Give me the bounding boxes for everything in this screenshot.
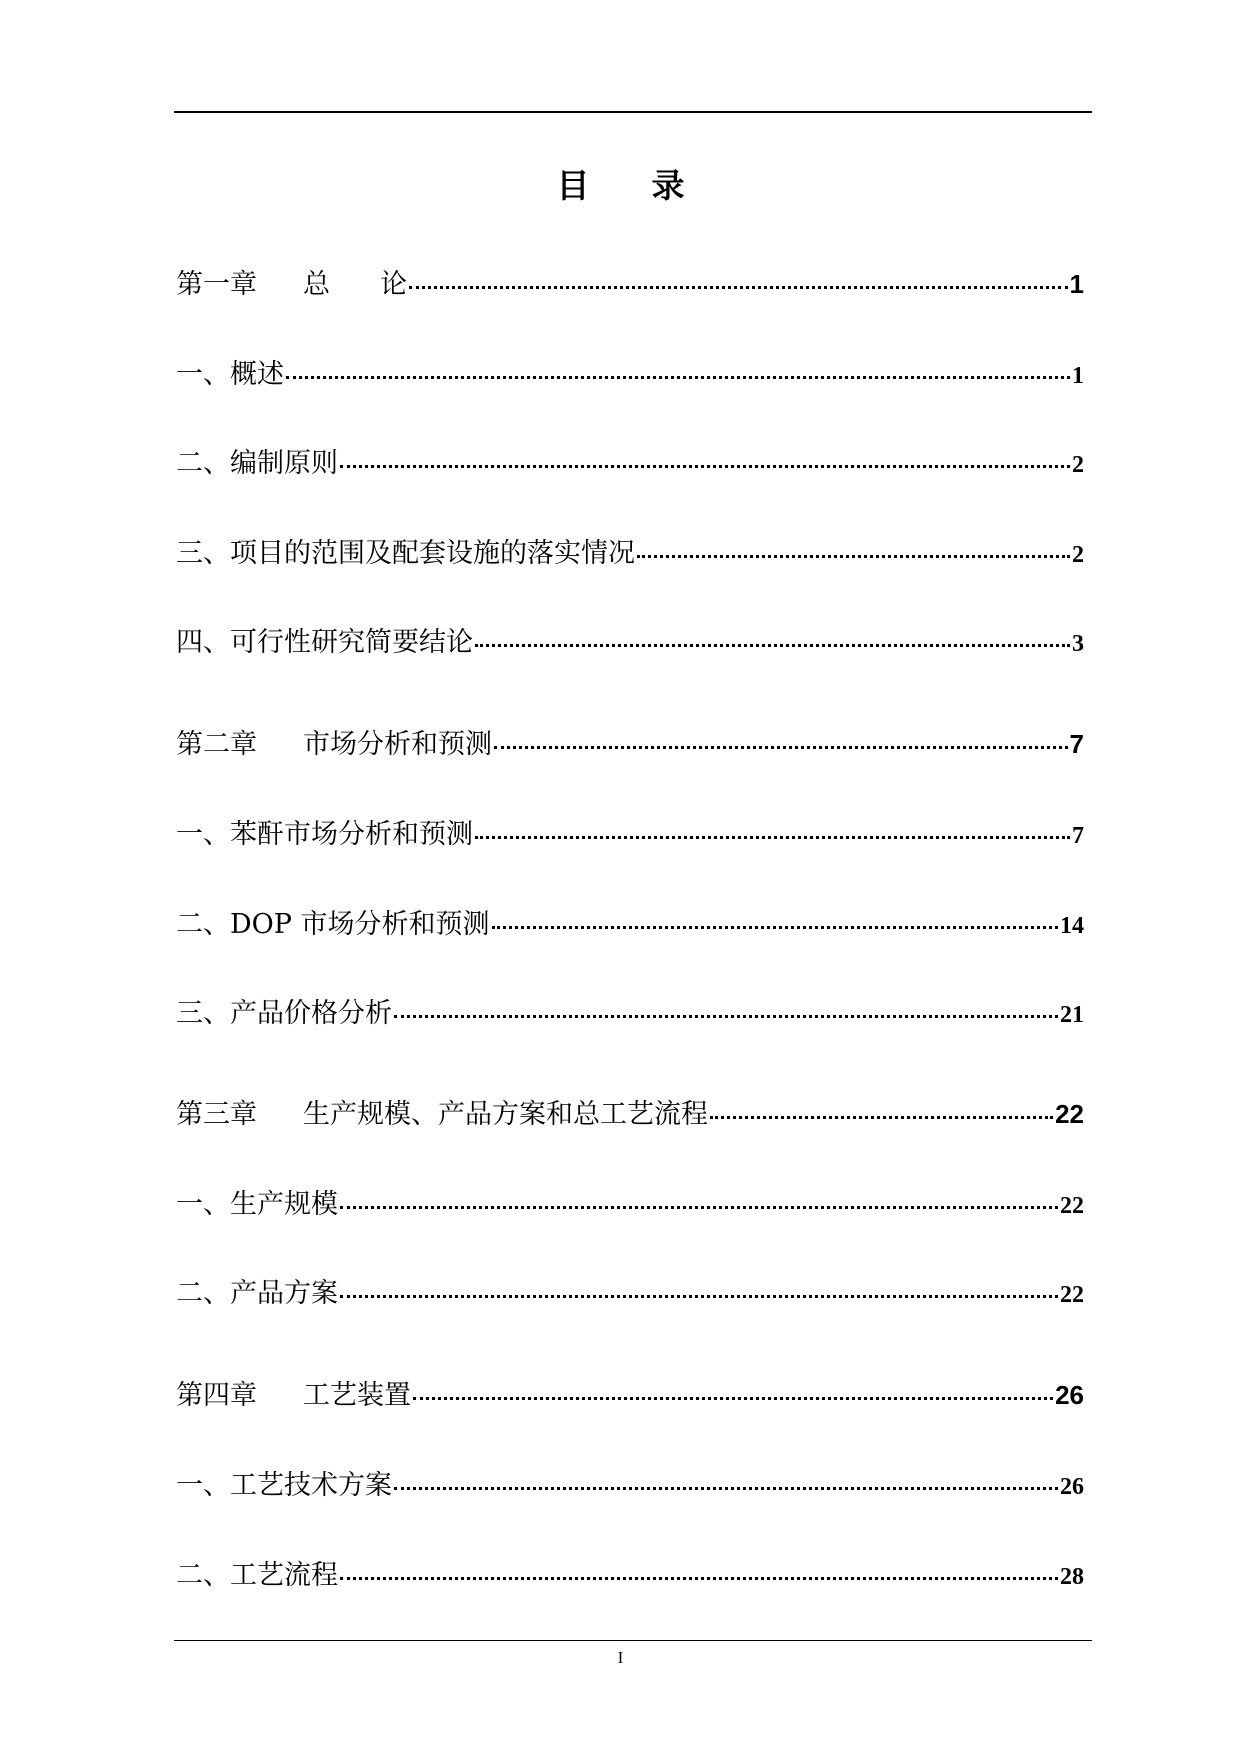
toc-page-number: 3 [1072,631,1084,657]
chapter-number: 第三章 [176,1099,257,1130]
toc-entry-chapter-4[interactable] [176,1373,1084,1412]
dot-leader [286,376,1070,379]
dot-leader [494,746,1068,749]
toc-entry-section[interactable] [176,441,1084,480]
footer-rule [174,1640,1092,1641]
dot-leader [394,1487,1058,1490]
toc-page-number: 1 [1072,363,1084,389]
toc-entry-label: 二、DOP 市场分析和预测 [176,909,490,940]
toc-page-number: 26 [1060,1474,1084,1500]
toc-entry-label: 一、工艺技术方案 [176,1470,392,1501]
toc-entry-label: 四、可行性研究简要结论 [176,627,473,658]
table-of-contents [176,0,1084,1600]
chapter-number: 第二章 [176,729,257,760]
toc-page-number: 7 [1072,823,1084,849]
toc-page-number: 22 [1060,1193,1084,1219]
toc-entry-label [176,1092,708,1131]
toc-page-number: 28 [1060,1564,1084,1590]
dot-leader [637,555,1070,558]
toc-entry-section[interactable] [176,902,1084,941]
toc-entry-chapter-2[interactable] [176,722,1084,761]
dot-leader [340,1295,1058,1298]
toc-entry-label [176,262,407,301]
toc-page-number: 14 [1060,913,1084,939]
dot-leader [492,926,1058,929]
toc-page-number: 2 [1072,452,1084,478]
toc-page-number: 26 [1055,1380,1084,1410]
toc-page-number: 22 [1055,1099,1084,1129]
toc-entry-label: 三、项目的范围及配套设施的落实情况 [176,538,635,569]
toc-entry-section[interactable] [176,991,1084,1030]
toc-page-number: 22 [1060,1282,1084,1308]
toc-entry-label [176,722,492,761]
dot-leader [710,1116,1053,1119]
toc-entry-label: 二、工艺流程 [176,1560,338,1591]
dot-leader [340,1206,1058,1209]
chapter-title-part-2: 论 [380,269,407,300]
toc-entry-section[interactable] [176,1271,1084,1310]
chapter-number: 第一章 [176,269,257,300]
toc-entry-section[interactable] [176,1463,1084,1502]
toc-entry-label: 二、编制原则 [176,448,338,479]
dot-leader [413,1397,1053,1400]
toc-page-number: 1 [1069,269,1084,299]
toc-entry-label: 一、苯酐市场分析和预测 [176,819,473,850]
toc-title-char-1: 目 [556,166,590,205]
toc-entry-label: 三、产品价格分析 [176,998,392,1029]
toc-entry-section[interactable] [176,1553,1084,1592]
toc-entry-section[interactable] [176,620,1084,659]
toc-entry-label: 一、概述 [176,359,284,390]
chapter-title-part-1: 总 [303,269,330,300]
chapter-title: 工艺装置 [303,1380,411,1411]
toc-entry-label: 二、产品方案 [176,1278,338,1309]
toc-page-number: 2 [1072,542,1084,568]
toc-entry-label [176,1373,411,1412]
toc-page-number: 21 [1060,1002,1084,1028]
toc-entry-section[interactable] [176,1182,1084,1221]
toc-entry-section[interactable] [176,352,1084,391]
dot-leader [394,1015,1058,1018]
toc-entry-label: 一、生产规模 [176,1189,338,1220]
dot-leader [475,836,1070,839]
dot-leader [475,644,1070,647]
dot-leader [340,1577,1058,1580]
toc-title-char-2: 录 [651,166,685,205]
page-number: I [617,1648,624,1667]
toc-page-number: 7 [1069,729,1084,759]
toc-entry-chapter-3[interactable] [176,1092,1084,1131]
toc-entry-section[interactable] [176,812,1084,851]
toc-entry-section[interactable] [176,531,1084,570]
chapter-title: 生产规模、产品方案和总工艺流程 [303,1099,708,1130]
dot-leader [409,286,1068,289]
chapter-title: 市场分析和预测 [303,729,492,760]
dot-leader [340,465,1070,468]
toc-entry-chapter-1[interactable] [176,262,1084,301]
chapter-number: 第四章 [176,1380,257,1411]
